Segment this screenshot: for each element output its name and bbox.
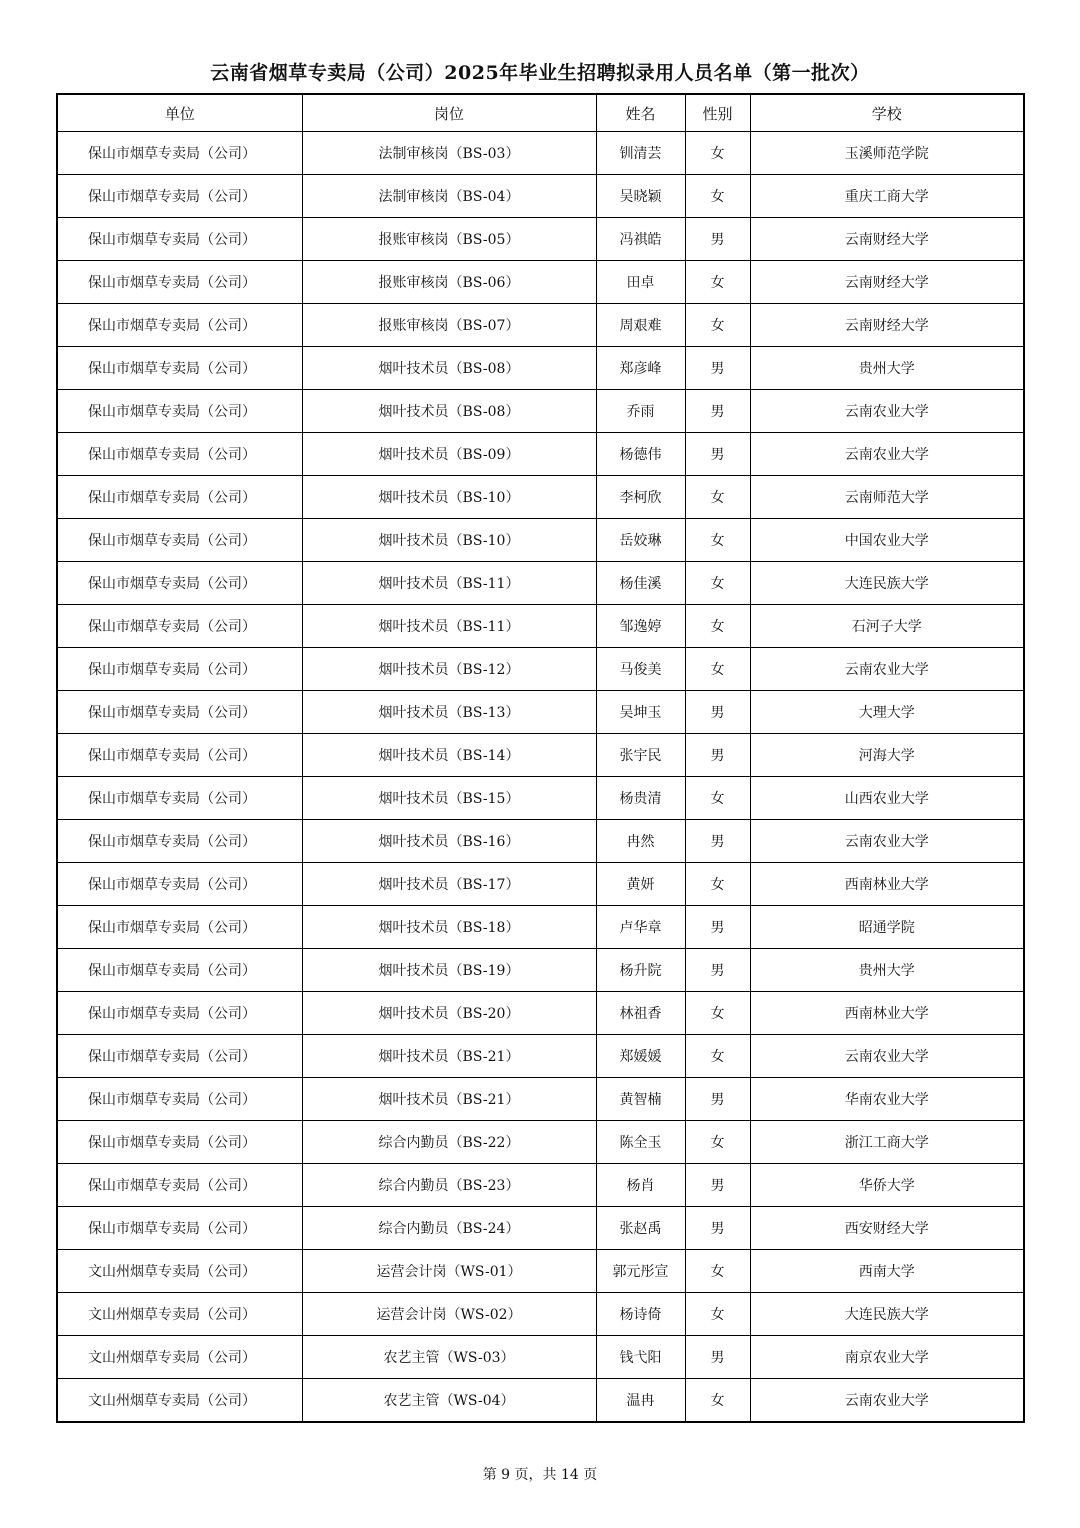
gender-cell: 女 bbox=[685, 1250, 750, 1293]
unit-cell: 保山市烟草专卖局（公司） bbox=[57, 906, 302, 949]
name-cell: 林祖香 bbox=[596, 992, 685, 1035]
position-cell: 烟叶技术员（BS-15） bbox=[302, 777, 596, 820]
position-cell: 烟叶技术员（BS-19） bbox=[302, 949, 596, 992]
unit-cell: 保山市烟草专卖局（公司） bbox=[57, 605, 302, 648]
gender-cell: 女 bbox=[685, 605, 750, 648]
name-cell: 陈全玉 bbox=[596, 1121, 685, 1164]
position-cell: 报账审核岗（BS-06） bbox=[302, 261, 596, 304]
table-row bbox=[57, 175, 1024, 218]
school-cell: 南京农业大学 bbox=[750, 1336, 1024, 1379]
table-row bbox=[57, 433, 1024, 476]
school-cell: 山西农业大学 bbox=[750, 777, 1024, 820]
name-cell: 黄妍 bbox=[596, 863, 685, 906]
unit-cell: 保山市烟草专卖局（公司） bbox=[57, 261, 302, 304]
table-row bbox=[57, 562, 1024, 605]
name-cell: 钏清芸 bbox=[596, 132, 685, 175]
position-cell: 烟叶技术员（BS-21） bbox=[302, 1078, 596, 1121]
school-cell: 云南师范大学 bbox=[750, 476, 1024, 519]
school-cell: 贵州大学 bbox=[750, 347, 1024, 390]
position-cell: 法制审核岗（BS-03） bbox=[302, 132, 596, 175]
name-cell: 吴坤玉 bbox=[596, 691, 685, 734]
name-cell: 冯祺皓 bbox=[596, 218, 685, 261]
unit-cell: 保山市烟草专卖局（公司） bbox=[57, 390, 302, 433]
gender-cell: 女 bbox=[685, 863, 750, 906]
unit-cell: 保山市烟草专卖局（公司） bbox=[57, 1078, 302, 1121]
table-row bbox=[57, 863, 1024, 906]
school-cell: 云南农业大学 bbox=[750, 390, 1024, 433]
unit-cell: 保山市烟草专卖局（公司） bbox=[57, 734, 302, 777]
page-title: 云南省烟草专卖局（公司）2025年毕业生招聘拟录用人员名单（第一批次） bbox=[210, 62, 870, 84]
name-cell: 杨德伟 bbox=[596, 433, 685, 476]
gender-cell: 女 bbox=[685, 777, 750, 820]
table-row bbox=[57, 992, 1024, 1035]
name-cell: 杨贵清 bbox=[596, 777, 685, 820]
table-row bbox=[57, 218, 1024, 261]
gender-cell: 女 bbox=[685, 304, 750, 347]
table-row bbox=[57, 1379, 1024, 1423]
name-cell: 钱弋阳 bbox=[596, 1336, 685, 1379]
header-position: 岗位 bbox=[302, 94, 596, 132]
position-cell: 农艺主管（WS-03） bbox=[302, 1336, 596, 1379]
gender-cell: 男 bbox=[685, 820, 750, 863]
school-cell: 西安财经大学 bbox=[750, 1207, 1024, 1250]
unit-cell: 保山市烟草专卖局（公司） bbox=[57, 992, 302, 1035]
gender-cell: 女 bbox=[685, 1035, 750, 1078]
gender-cell: 女 bbox=[685, 519, 750, 562]
position-cell: 烟叶技术员（BS-11） bbox=[302, 562, 596, 605]
school-cell: 重庆工商大学 bbox=[750, 175, 1024, 218]
name-cell: 乔雨 bbox=[596, 390, 685, 433]
table-row bbox=[57, 347, 1024, 390]
school-cell: 昭通学院 bbox=[750, 906, 1024, 949]
name-cell: 卢华章 bbox=[596, 906, 685, 949]
unit-cell: 保山市烟草专卖局（公司） bbox=[57, 1207, 302, 1250]
table-row bbox=[57, 132, 1024, 175]
unit-cell: 保山市烟草专卖局（公司） bbox=[57, 1121, 302, 1164]
position-cell: 烟叶技术员（BS-20） bbox=[302, 992, 596, 1035]
gender-cell: 男 bbox=[685, 906, 750, 949]
unit-cell: 保山市烟草专卖局（公司） bbox=[57, 175, 302, 218]
name-cell: 黄智楠 bbox=[596, 1078, 685, 1121]
name-cell: 冉然 bbox=[596, 820, 685, 863]
table-row bbox=[57, 1336, 1024, 1379]
name-cell: 马俊美 bbox=[596, 648, 685, 691]
position-cell: 运营会计岗（WS-01） bbox=[302, 1250, 596, 1293]
school-cell: 云南农业大学 bbox=[750, 648, 1024, 691]
school-cell: 西南林业大学 bbox=[750, 863, 1024, 906]
table-row bbox=[57, 949, 1024, 992]
name-cell: 岳姣琳 bbox=[596, 519, 685, 562]
name-cell: 张赵禹 bbox=[596, 1207, 685, 1250]
table-row bbox=[57, 734, 1024, 777]
unit-cell: 保山市烟草专卖局（公司） bbox=[57, 949, 302, 992]
gender-cell: 男 bbox=[685, 949, 750, 992]
name-cell: 张宇民 bbox=[596, 734, 685, 777]
school-cell: 云南财经大学 bbox=[750, 304, 1024, 347]
unit-cell: 保山市烟草专卖局（公司） bbox=[57, 476, 302, 519]
unit-cell: 保山市烟草专卖局（公司） bbox=[57, 304, 302, 347]
header-name: 姓名 bbox=[596, 94, 685, 132]
gender-cell: 女 bbox=[685, 992, 750, 1035]
gender-cell: 男 bbox=[685, 218, 750, 261]
unit-cell: 保山市烟草专卖局（公司） bbox=[57, 777, 302, 820]
name-cell: 杨诗倚 bbox=[596, 1293, 685, 1336]
school-cell: 石河子大学 bbox=[750, 605, 1024, 648]
position-cell: 烟叶技术员（BS-11） bbox=[302, 605, 596, 648]
position-cell: 烟叶技术员（BS-10） bbox=[302, 476, 596, 519]
school-cell: 云南财经大学 bbox=[750, 218, 1024, 261]
school-cell: 西南林业大学 bbox=[750, 992, 1024, 1035]
position-cell: 烟叶技术员（BS-12） bbox=[302, 648, 596, 691]
position-cell: 烟叶技术员（BS-08） bbox=[302, 347, 596, 390]
table-row bbox=[57, 1207, 1024, 1250]
table-row bbox=[57, 390, 1024, 433]
name-cell: 杨肖 bbox=[596, 1164, 685, 1207]
gender-cell: 男 bbox=[685, 1164, 750, 1207]
gender-cell: 男 bbox=[685, 1207, 750, 1250]
position-cell: 烟叶技术员（BS-13） bbox=[302, 691, 596, 734]
school-cell: 玉溪师范学院 bbox=[750, 132, 1024, 175]
table-row bbox=[57, 1164, 1024, 1207]
unit-cell: 保山市烟草专卖局（公司） bbox=[57, 820, 302, 863]
school-cell: 中国农业大学 bbox=[750, 519, 1024, 562]
name-cell: 杨佳溪 bbox=[596, 562, 685, 605]
school-cell: 浙江工商大学 bbox=[750, 1121, 1024, 1164]
school-cell: 大连民族大学 bbox=[750, 1293, 1024, 1336]
position-cell: 报账审核岗（BS-07） bbox=[302, 304, 596, 347]
table-row bbox=[57, 691, 1024, 734]
unit-cell: 文山州烟草专卖局（公司） bbox=[57, 1293, 302, 1336]
hire-list-table bbox=[56, 93, 1025, 1423]
position-cell: 报账审核岗（BS-05） bbox=[302, 218, 596, 261]
name-cell: 郭元彤宣 bbox=[596, 1250, 685, 1293]
position-cell: 法制审核岗（BS-04） bbox=[302, 175, 596, 218]
table-body bbox=[57, 132, 1024, 1423]
position-cell: 综合内勤员（BS-22） bbox=[302, 1121, 596, 1164]
table-row bbox=[57, 605, 1024, 648]
table-row bbox=[57, 820, 1024, 863]
unit-cell: 保山市烟草专卖局（公司） bbox=[57, 1164, 302, 1207]
gender-cell: 男 bbox=[685, 390, 750, 433]
school-cell: 大连民族大学 bbox=[750, 562, 1024, 605]
unit-cell: 保山市烟草专卖局（公司） bbox=[57, 648, 302, 691]
school-cell: 西南大学 bbox=[750, 1250, 1024, 1293]
unit-cell: 保山市烟草专卖局（公司） bbox=[57, 562, 302, 605]
unit-cell: 保山市烟草专卖局（公司） bbox=[57, 218, 302, 261]
unit-cell: 保山市烟草专卖局（公司） bbox=[57, 863, 302, 906]
position-cell: 综合内勤员（BS-24） bbox=[302, 1207, 596, 1250]
gender-cell: 男 bbox=[685, 347, 750, 390]
unit-cell: 保山市烟草专卖局（公司） bbox=[57, 1035, 302, 1078]
table-row bbox=[57, 261, 1024, 304]
table-row bbox=[57, 1078, 1024, 1121]
gender-cell: 女 bbox=[685, 132, 750, 175]
position-cell: 农艺主管（WS-04） bbox=[302, 1379, 596, 1423]
position-cell: 运营会计岗（WS-02） bbox=[302, 1293, 596, 1336]
unit-cell: 文山州烟草专卖局（公司） bbox=[57, 1250, 302, 1293]
gender-cell: 男 bbox=[685, 734, 750, 777]
position-cell: 烟叶技术员（BS-17） bbox=[302, 863, 596, 906]
school-cell: 云南财经大学 bbox=[750, 261, 1024, 304]
name-cell: 周艰难 bbox=[596, 304, 685, 347]
position-cell: 烟叶技术员（BS-14） bbox=[302, 734, 596, 777]
gender-cell: 男 bbox=[685, 1078, 750, 1121]
gender-cell: 女 bbox=[685, 476, 750, 519]
gender-cell: 女 bbox=[685, 1121, 750, 1164]
position-cell: 烟叶技术员（BS-08） bbox=[302, 390, 596, 433]
table-row bbox=[57, 304, 1024, 347]
position-cell: 烟叶技术员（BS-18） bbox=[302, 906, 596, 949]
gender-cell: 男 bbox=[685, 433, 750, 476]
header-gender: 性别 bbox=[685, 94, 750, 132]
gender-cell: 女 bbox=[685, 261, 750, 304]
unit-cell: 保山市烟草专卖局（公司） bbox=[57, 433, 302, 476]
name-cell: 郑彦峰 bbox=[596, 347, 685, 390]
school-cell: 大理大学 bbox=[750, 691, 1024, 734]
unit-cell: 文山州烟草专卖局（公司） bbox=[57, 1336, 302, 1379]
gender-cell: 女 bbox=[685, 175, 750, 218]
unit-cell: 保山市烟草专卖局（公司） bbox=[57, 132, 302, 175]
name-cell: 邹逸婷 bbox=[596, 605, 685, 648]
position-cell: 烟叶技术员（BS-16） bbox=[302, 820, 596, 863]
table-row bbox=[57, 1035, 1024, 1078]
unit-cell: 保山市烟草专卖局（公司） bbox=[57, 691, 302, 734]
header-school: 学校 bbox=[750, 94, 1024, 132]
name-cell: 温冉 bbox=[596, 1379, 685, 1423]
gender-cell: 女 bbox=[685, 1293, 750, 1336]
school-cell: 云南农业大学 bbox=[750, 820, 1024, 863]
position-cell: 烟叶技术员（BS-09） bbox=[302, 433, 596, 476]
page-footer: 第 9 页，共 14 页 bbox=[482, 1467, 598, 1483]
position-cell: 烟叶技术员（BS-10） bbox=[302, 519, 596, 562]
name-cell: 吴晓颖 bbox=[596, 175, 685, 218]
position-cell: 综合内勤员（BS-23） bbox=[302, 1164, 596, 1207]
school-cell: 云南农业大学 bbox=[750, 433, 1024, 476]
gender-cell: 女 bbox=[685, 1379, 750, 1423]
gender-cell: 女 bbox=[685, 648, 750, 691]
school-cell: 云南农业大学 bbox=[750, 1379, 1024, 1423]
name-cell: 郑媛媛 bbox=[596, 1035, 685, 1078]
table-row bbox=[57, 1121, 1024, 1164]
gender-cell: 男 bbox=[685, 691, 750, 734]
unit-cell: 保山市烟草专卖局（公司） bbox=[57, 519, 302, 562]
table-row bbox=[57, 906, 1024, 949]
table-row bbox=[57, 1250, 1024, 1293]
unit-cell: 文山州烟草专卖局（公司） bbox=[57, 1379, 302, 1423]
table-row bbox=[57, 1293, 1024, 1336]
school-cell: 华南农业大学 bbox=[750, 1078, 1024, 1121]
school-cell: 贵州大学 bbox=[750, 949, 1024, 992]
name-cell: 杨升院 bbox=[596, 949, 685, 992]
table-row bbox=[57, 777, 1024, 820]
table-row bbox=[57, 519, 1024, 562]
table-row bbox=[57, 648, 1024, 691]
school-cell: 云南农业大学 bbox=[750, 1035, 1024, 1078]
gender-cell: 女 bbox=[685, 562, 750, 605]
gender-cell: 男 bbox=[685, 1336, 750, 1379]
table-header-row bbox=[57, 94, 1024, 132]
table-row bbox=[57, 476, 1024, 519]
school-cell: 河海大学 bbox=[750, 734, 1024, 777]
unit-cell: 保山市烟草专卖局（公司） bbox=[57, 347, 302, 390]
name-cell: 田卓 bbox=[596, 261, 685, 304]
school-cell: 华侨大学 bbox=[750, 1164, 1024, 1207]
position-cell: 烟叶技术员（BS-21） bbox=[302, 1035, 596, 1078]
header-unit: 单位 bbox=[57, 94, 302, 132]
name-cell: 李柯欣 bbox=[596, 476, 685, 519]
